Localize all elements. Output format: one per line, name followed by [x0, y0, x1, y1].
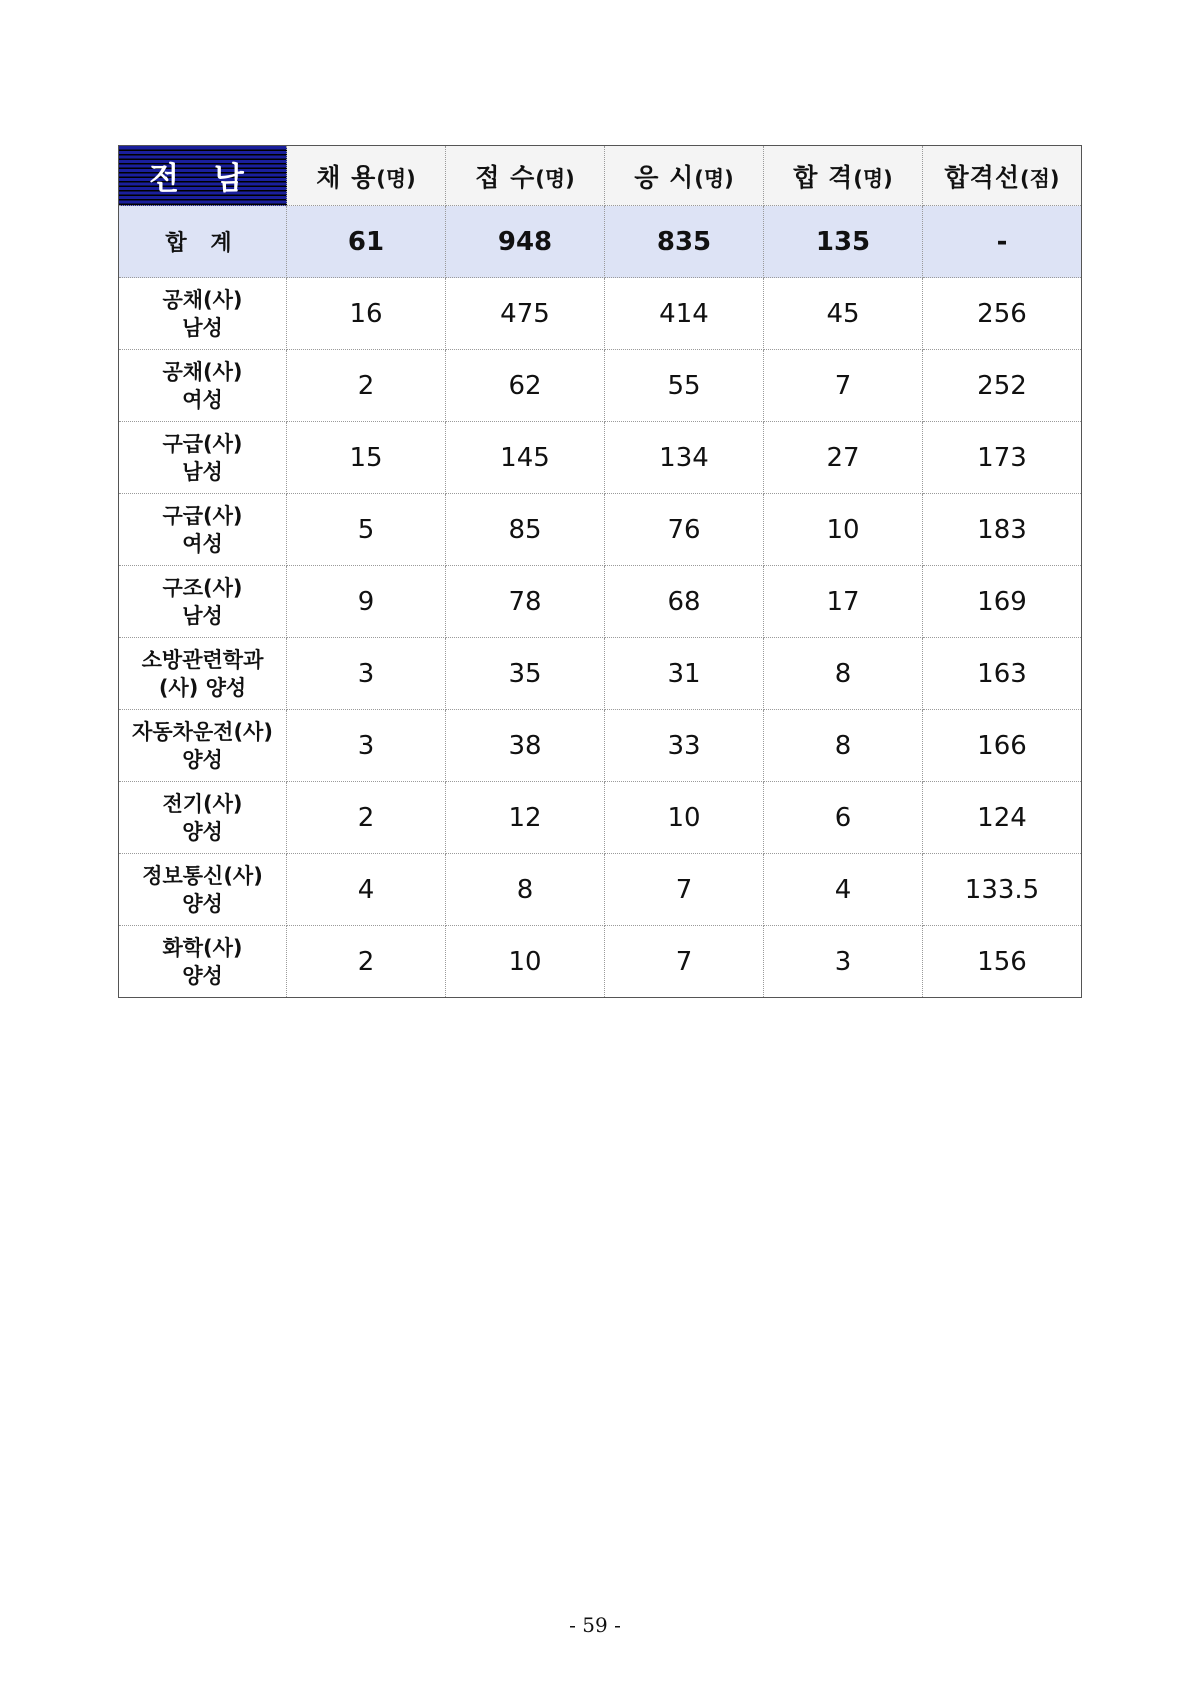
table-cell: 76 — [605, 494, 764, 566]
table-cell: 3 — [287, 710, 446, 782]
row-label-line2: 양성 — [182, 891, 223, 916]
table-cell: 6 — [764, 782, 923, 854]
col-header-unit: (명) — [853, 166, 893, 191]
col-header-cutoff — [923, 146, 1082, 206]
row-label — [119, 926, 287, 998]
total-label: 합 계 — [119, 206, 287, 278]
col-header-passed — [764, 146, 923, 206]
row-label-line1: 구급(사) — [162, 503, 243, 528]
table-cell: 3 — [287, 638, 446, 710]
col-header-examined — [605, 146, 764, 206]
row-label-line2: (사) 양성 — [158, 675, 247, 700]
row-label — [119, 278, 287, 350]
total-cell: 835 — [605, 206, 764, 278]
table-cell: 12 — [446, 782, 605, 854]
table-cell: 2 — [287, 926, 446, 998]
row-label — [119, 854, 287, 926]
region-header: 전 남 — [119, 146, 287, 206]
total-cell: 61 — [287, 206, 446, 278]
table-cell: 78 — [446, 566, 605, 638]
table-row — [119, 350, 1082, 422]
col-header-hired — [287, 146, 446, 206]
results-table — [118, 145, 1082, 998]
table-row — [119, 854, 1082, 926]
table-cell: 10 — [446, 926, 605, 998]
table-cell: 7 — [605, 926, 764, 998]
row-label-line1: 소방관련학과 — [141, 647, 264, 672]
table-row — [119, 710, 1082, 782]
table-cell: 8 — [764, 710, 923, 782]
row-label-line1: 공채(사) — [162, 359, 243, 384]
table-cell: 2 — [287, 782, 446, 854]
table-cell: 133.5 — [923, 854, 1082, 926]
col-header-unit: (명) — [376, 166, 416, 191]
table-cell: 163 — [923, 638, 1082, 710]
table-cell: 17 — [764, 566, 923, 638]
col-header-label: 응 시 — [634, 162, 695, 192]
row-label — [119, 710, 287, 782]
table-cell: 62 — [446, 350, 605, 422]
table-cell: 8 — [764, 638, 923, 710]
row-label-line1: 전기(사) — [162, 791, 243, 816]
table-cell: 9 — [287, 566, 446, 638]
table-cell: 31 — [605, 638, 764, 710]
table-row — [119, 494, 1082, 566]
table-row — [119, 638, 1082, 710]
table-cell: 475 — [446, 278, 605, 350]
table-cell: 10 — [605, 782, 764, 854]
table-cell: 173 — [923, 422, 1082, 494]
table-cell: 35 — [446, 638, 605, 710]
table-cell: 4 — [764, 854, 923, 926]
table-row — [119, 422, 1082, 494]
row-label-line2: 양성 — [182, 747, 223, 772]
table-cell: 27 — [764, 422, 923, 494]
table-cell: 252 — [923, 350, 1082, 422]
table-cell: 145 — [446, 422, 605, 494]
table-cell: 38 — [446, 710, 605, 782]
table-cell: 85 — [446, 494, 605, 566]
row-label-line2: 남성 — [182, 459, 223, 484]
col-header-label: 합격선 — [944, 162, 1020, 192]
table-cell: 134 — [605, 422, 764, 494]
row-label-line2: 여성 — [182, 531, 223, 556]
total-cell: 135 — [764, 206, 923, 278]
table-cell: 169 — [923, 566, 1082, 638]
row-label-line1: 자동차운전(사) — [132, 719, 273, 744]
row-label-line2: 남성 — [182, 603, 223, 628]
table-cell: 256 — [923, 278, 1082, 350]
table-cell: 5 — [287, 494, 446, 566]
results-table-container — [118, 145, 1081, 998]
row-label-line1: 구급(사) — [162, 431, 243, 456]
total-cell: - — [923, 206, 1082, 278]
table-cell: 10 — [764, 494, 923, 566]
col-header-unit: (명) — [694, 166, 734, 191]
total-row — [119, 206, 1082, 278]
col-header-label: 접 수 — [475, 162, 536, 192]
table-cell: 2 — [287, 350, 446, 422]
row-label — [119, 638, 287, 710]
col-header-applied — [446, 146, 605, 206]
table-cell: 183 — [923, 494, 1082, 566]
table-cell: 156 — [923, 926, 1082, 998]
row-label — [119, 350, 287, 422]
row-label-line1: 정보통신(사) — [142, 863, 263, 888]
row-label — [119, 494, 287, 566]
table-cell: 45 — [764, 278, 923, 350]
table-cell: 15 — [287, 422, 446, 494]
table-cell: 3 — [764, 926, 923, 998]
table-cell: 8 — [446, 854, 605, 926]
row-label — [119, 422, 287, 494]
row-label-line1: 구조(사) — [162, 575, 243, 600]
col-header-unit: (명) — [535, 166, 575, 191]
row-label-line2: 양성 — [182, 819, 223, 844]
table-cell: 166 — [923, 710, 1082, 782]
page-number: - 59 - — [569, 1613, 621, 1637]
row-label — [119, 566, 287, 638]
table-row — [119, 926, 1082, 998]
table-cell: 7 — [605, 854, 764, 926]
row-label-line2: 남성 — [182, 315, 223, 340]
row-label — [119, 782, 287, 854]
table-cell: 7 — [764, 350, 923, 422]
col-header-unit: (점) — [1019, 166, 1060, 191]
col-header-label: 채 용 — [316, 162, 377, 192]
table-cell: 55 — [605, 350, 764, 422]
table-cell: 16 — [287, 278, 446, 350]
table-row — [119, 566, 1082, 638]
table-row — [119, 782, 1082, 854]
table-cell: 124 — [923, 782, 1082, 854]
table-cell: 33 — [605, 710, 764, 782]
table-cell: 414 — [605, 278, 764, 350]
row-label-line2: 여성 — [182, 387, 223, 412]
total-cell: 948 — [446, 206, 605, 278]
row-label-line2: 양성 — [182, 963, 223, 988]
row-label-line1: 화학(사) — [162, 935, 243, 960]
col-header-label: 합 격 — [793, 162, 854, 192]
header-row — [119, 146, 1082, 206]
table-cell: 68 — [605, 566, 764, 638]
row-label-line1: 공채(사) — [162, 287, 243, 312]
table-row — [119, 278, 1082, 350]
table-cell: 4 — [287, 854, 446, 926]
